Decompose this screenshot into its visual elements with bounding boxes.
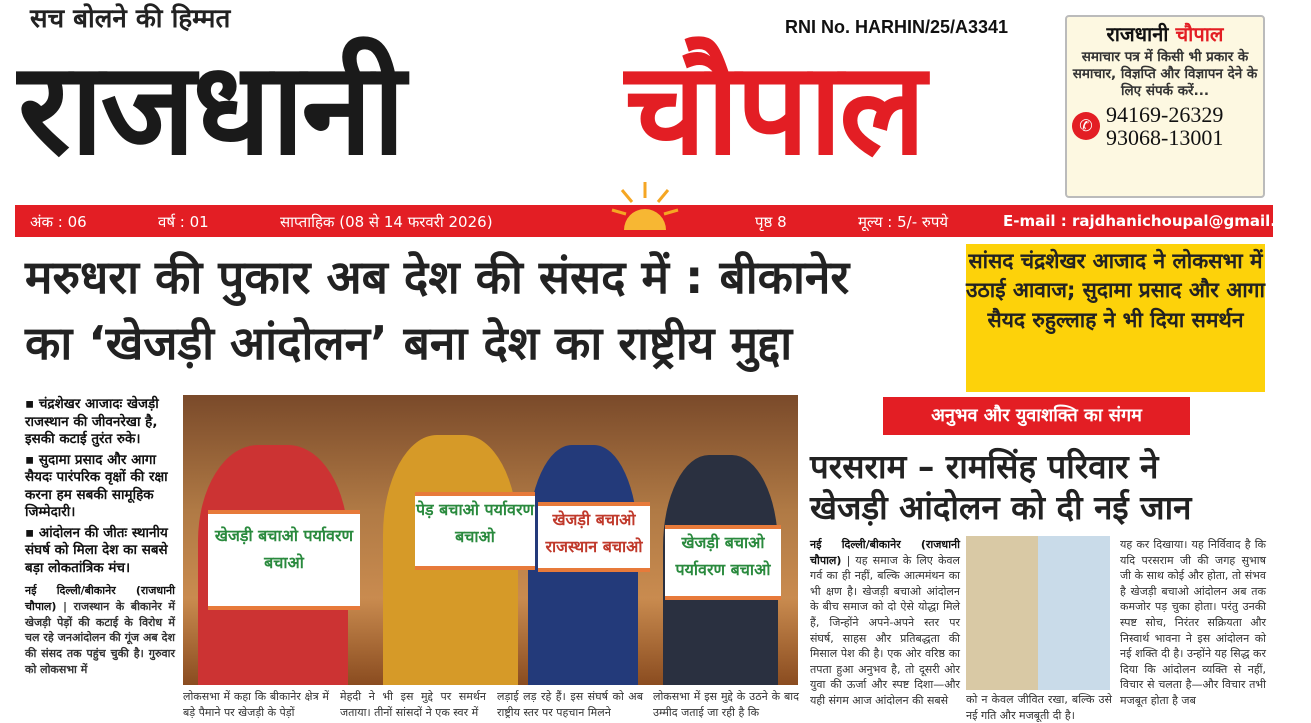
phone-icon: ✆ (1072, 112, 1100, 140)
masthead-name-part2: चौपाल (625, 35, 924, 184)
second-dateline: नई दिल्ली/बीकानेर (राजधानी चौपाल) (810, 538, 960, 567)
issue-number: अंक : 06 (30, 213, 87, 231)
bullet-3: ▪ आंदोलन की जीतः स्थानीय संघर्ष को मिला देश का सबसे बड़ा लोकतांत्रिक मंच। (25, 524, 168, 576)
email: E-mail : rajdhanichoupal@gmail.com (1003, 212, 1311, 230)
second-story-col2: को न केवल जीवित रखा, बल्कि उसे नई गति और मजबूती दी है। (966, 693, 1112, 722)
portraits-photo (966, 536, 1110, 690)
year: वर्ष : 01 (158, 213, 209, 231)
placard-1: खेजड़ी बचाओ पर्यावरण बचाओ (208, 510, 360, 610)
main-headline-line2: का ‘खेजड़ी आंदोलन’ बना देश का राष्ट्रीय मुद्दा (25, 316, 793, 370)
phone-1: 94169-26329 (1106, 101, 1224, 127)
second-story-col3: यह कर दिखाया। यह निर्विवाद है कि यदि परसराम जी की जगह सुभाष जी के साथ कोई और होता, तो संभव है खेजड़ी बचाओ आंदोलन अब तक कमजोर पड़ चुका होता। परंतु उनकी स्पष्ट सोच, निरंतर सक्रियता और निस्वार्थ भावना ने इस आंदोलन को नई शक्ति दी है। उन्होंने यह सिद्ध कर दिया कि आंदोलन व्यक्ति से नहीं, विचार से चलता है—और विचार तभी मजबूत होता है जब (1120, 538, 1266, 708)
second-headline-line1: परसराम – रामसिंह परिवार ने (810, 447, 1159, 486)
article-body: | राजस्थान के बीकानेर में खेजड़ी पेड़ों की कटाई के विरोध में चल रहे जनआंदोलन की गूंज अब देश की संसद तक पहुंच चुकी है। गुरुवार को लोकसभा में (25, 600, 175, 676)
placard-3: खेजड़ी बचाओ राजस्थान बचाओ (538, 502, 650, 572)
bottom-column-3: लड़ाई लड़ रहे हैं। इस संघर्ष को अब राष्ट्रीय स्तर पर पहचान मिलने (497, 690, 643, 719)
bottom-column-1: लोकसभा में कहा कि बीकानेर क्षेत्र में बड़े पैमाने पर खेजड़ी के पेड़ों (183, 690, 329, 719)
ad-title (1072, 22, 1258, 46)
bottom-column-2: मेहदी ने भी इस मुद्दे पर समर्थन जताया। तीनों सांसदों ने एक स्वर में (340, 690, 486, 719)
edition-date: साप्ताहिक (08 से 14 फरवरी 2026) (280, 213, 493, 231)
contact-ad-box (1065, 15, 1265, 198)
second-body-1: | यह समाज के लिए केवल गर्व का ही नहीं, बल्कि आत्ममंथन का भी क्षण है। खेजड़ी बचाओ आंदोलन के बीच समाज को दो ऐसे योद्धा मिले हैं, जिन्होंने अपने-अपने स्तर पर संघर्ष, साहस और प्रतिबद्धता की मिसाल पेश की है। एक ओर वरिष्ठ का तपता हुआ अनुभव है, तो दूसरी ओर युवा की ऊर्जा और स्पष्ट दिशा—और यही संगम आज आंदोलन की सबसे (810, 553, 961, 708)
ad-text: समाचार पत्र में किसी भी प्रकार के समाचार, विज्ञप्ति और विज्ञापन देने के लिए संपर्क करें... (1072, 49, 1258, 99)
bottom-column-4: लोकसभा में इस मुद्दे के उठने के बाद उम्मीद जताई जा रही है कि (653, 690, 799, 719)
bullet-1: ▪ चंद्रशेखर आजादः खेजड़ी राजस्थान की जीवनरेखा है, इसकी कटाई तुरंत रुके। (25, 396, 159, 448)
main-headline-line1: मरुधरा की पुकार अब देश की संसद में : बीकानेर (25, 250, 850, 304)
bullet-2: ▪ सुदामा प्रसाद और आगा सैयदः पारंपरिक वृक्षों की रक्षा करना हम सबकी सामूहिक जिम्मेदारी। (25, 451, 168, 521)
rni-number: RNI No. HARHIN/25/A3341 (785, 17, 1009, 37)
ad-title-part1: राजधानी (1106, 22, 1169, 46)
sun-logo-icon (610, 180, 680, 240)
dateline: नई दिल्ली/बीकानेर (राजधानी चौपाल) (25, 584, 175, 614)
placard-2: पेड़ बचाओ पर्यावरण बचाओ (415, 492, 535, 570)
ad-title-part2: चौपाल (1175, 22, 1224, 46)
placard-4: खेजड़ी बचाओ पर्यावरण बचाओ (665, 525, 781, 600)
page-number: पृष्ठ 8 (755, 213, 787, 231)
section-tag: अनुभव और युवाशक्ति का संगम (883, 397, 1190, 435)
tagline: सच बोलने की हिम्मत (30, 4, 231, 34)
parliament-protest-photo (183, 395, 798, 685)
second-story-col1 (810, 537, 960, 720)
phone-2: 93068-13001 (1106, 124, 1224, 150)
masthead-name-part1: राजधानी (18, 35, 403, 184)
second-headline-line2: खेजड़ी आंदोलन को दी नई जान (810, 488, 1192, 527)
price: मूल्य : 5/- रुपये (858, 213, 949, 231)
second-headline (810, 446, 1265, 528)
highlight-box: सांसद चंद्रशेखर आजाद ने लोकसभा में उठाई आवाज; सुदामा प्रसाद और आगा सैयद रुहुल्लाह ने भी दिया समर्थन (966, 244, 1265, 392)
left-column (25, 396, 175, 677)
